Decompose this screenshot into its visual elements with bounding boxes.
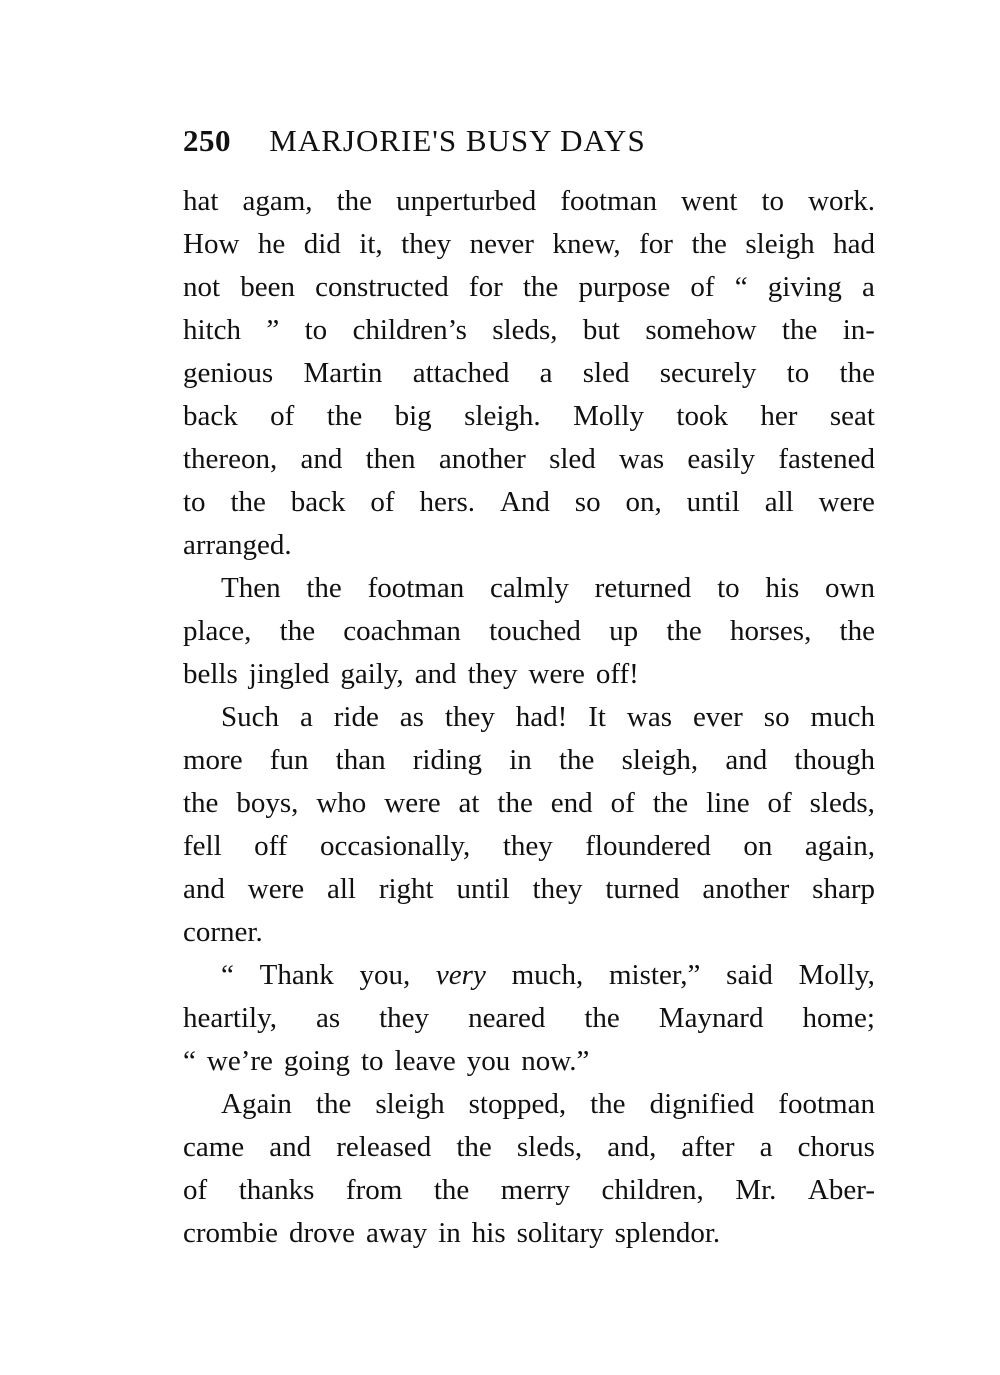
text-line: fell off occasionally, they floundered on again, <box>183 830 875 862</box>
text-line: arranged. <box>183 529 292 561</box>
paragraph <box>183 696 875 954</box>
text-line: bells jingled gaily, and they were off! <box>183 658 639 690</box>
text-line: thereon, and then another sled was easily fastened <box>183 443 875 475</box>
page-number: 250 <box>183 123 231 158</box>
text-line: the boys, who were at the end of the line of sleds, <box>183 787 875 819</box>
text-line: hitch ” to children’s sleds, but somehow the in- <box>183 314 875 346</box>
paragraph <box>183 1083 875 1255</box>
text-line: more fun than riding in the sleigh, and though <box>183 744 875 776</box>
text-line: corner. <box>183 916 263 948</box>
text-line: came and released the sleds, and, after a chorus <box>183 1131 875 1163</box>
paragraph <box>183 567 875 696</box>
text-line: genious Martin attached a sled securely to the <box>183 357 875 389</box>
text-line: crombie drove away in his solitary splendor. <box>183 1217 721 1249</box>
text-line: heartily, as they neared the Maynard home; <box>183 1002 875 1034</box>
text-line: Such a ride as they had! It was ever so much <box>221 701 875 733</box>
paragraph <box>183 954 875 1083</box>
paragraph <box>183 180 875 567</box>
text-line: hat agam, the unperturbed footman went to work. <box>183 185 875 217</box>
text-line: not been constructed for the purpose of “ giving a <box>183 271 875 303</box>
text-line: Again the sleigh stopped, the dignified footman <box>221 1088 875 1120</box>
text-line: “ we’re going to leave you now.” <box>183 1045 590 1077</box>
text-line: “ Thank you, very much, mister,” said Molly, <box>221 959 875 991</box>
running-head <box>183 118 783 164</box>
text-line: to the back of hers. And so on, until all were <box>183 486 875 518</box>
text-line: and were all right until they turned another sharp <box>183 873 875 905</box>
book-title: MARJORIE'S BUSY DAYS <box>269 123 646 158</box>
text-line: place, the coachman touched up the horses, the <box>183 615 875 647</box>
text-line: of thanks from the merry children, Mr. Aber- <box>183 1174 875 1206</box>
text-line: How he did it, they never knew, for the sleigh had <box>183 228 875 260</box>
text-line: back of the big sleigh. Molly took her seat <box>183 400 875 432</box>
body-text <box>183 180 875 1255</box>
text-line: Then the footman calmly returned to his own <box>221 572 875 604</box>
